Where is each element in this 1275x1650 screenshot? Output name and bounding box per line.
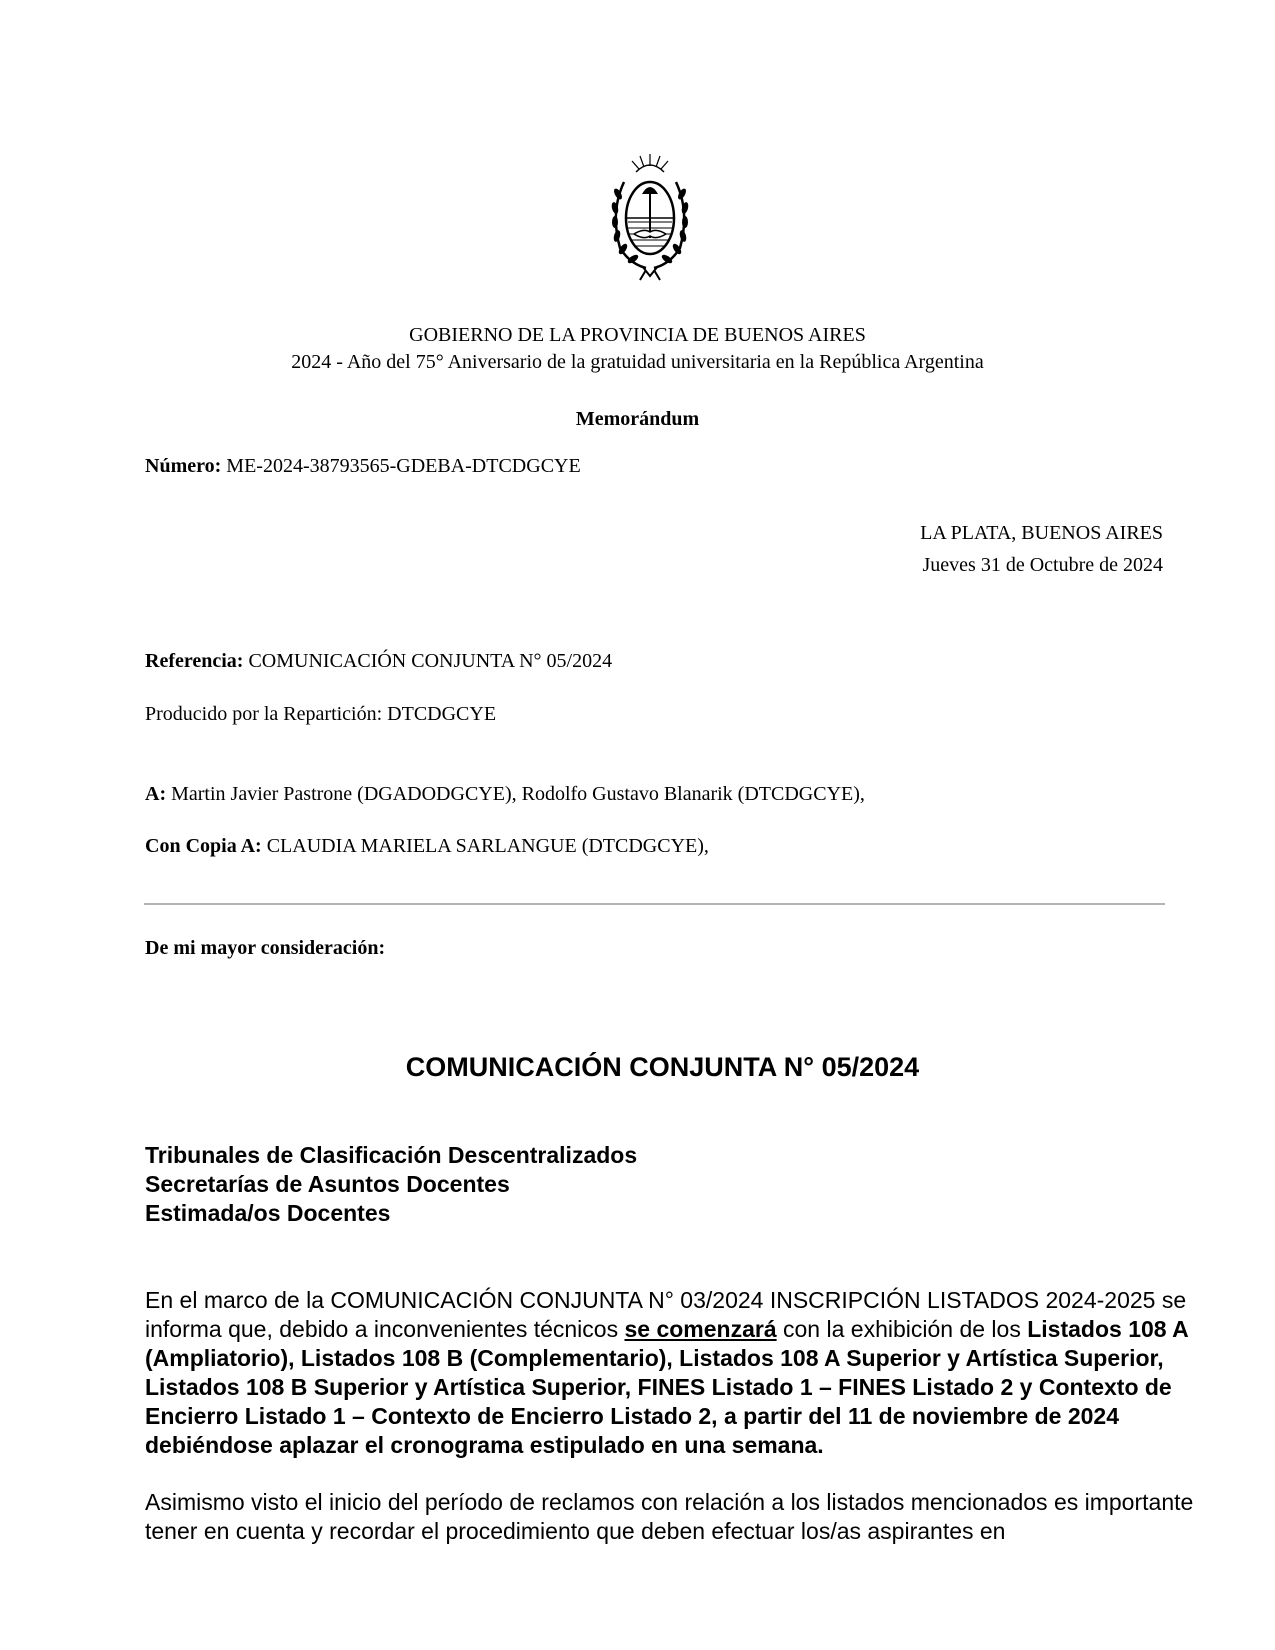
cc-line [145,835,709,858]
divider [144,903,1165,905]
document-type: Memorándum [575,408,700,430]
document-header [0,322,1275,376]
reference-label: Referencia: [145,650,244,672]
paragraph-1-middle: con la exhibición de los [776,1316,1028,1342]
recipients-list [145,1141,637,1228]
date: Jueves 31 de Octubre de 2024 [922,554,1163,576]
recipient-item: Estimada/os Docentes [145,1200,391,1226]
place: LA PLATA, BUENOS AIRES [920,522,1163,544]
number-value: ME-2024-38793565-GDEBA-DTCDGCYE [226,455,581,477]
recipient-item: Tribunales de Clasificación Descentralizados [145,1142,638,1168]
communication-title: COMUNICACIÓN CONJUNTA N° 05/2024 [405,1052,920,1082]
government-name: GOBIERNO DE LA PROVINCIA DE BUENOS AIRES [409,324,866,346]
cc-value: CLAUDIA MARIELA SARLANGUE (DTCDGCYE), [266,835,709,857]
paragraph-1-intro: En el marco de la COMUNICACIÓN CONJUNTA N° 03/2024 INSCRIPCIÓN LISTADOS 2024-2025 se informa que, debido a inconvenientes técnicos [145,1287,1187,1342]
paragraph-2: Asimismo visto el inicio del período de reclamos con relación a los listados mencionados es importante tener en cuenta y recordar el procedimiento que deben efectuar los/as aspirantes en [145,1489,1194,1544]
to-label: A: [145,783,167,805]
produced-by: Producido por la Repartición: DTCDGCYE [145,703,497,725]
to-line [145,783,865,806]
paragraph-1 [145,1286,1215,1460]
recipient-item: Secretarías de Asuntos Docentes [145,1171,510,1197]
cc-label: Con Copia A: [145,835,262,857]
to-value: Martin Javier Pastrone (DGADODGCYE), Rodolfo Gustavo Blanarik (DTCDGCYE), [171,783,865,805]
greeting: De mi mayor consideración: [145,937,386,959]
paragraph-1-bold: Listados 108 A (Ampliatorio), Listados 108 B (Complementario), Listados 108 A Superior y Artística Superior, Listados 108 B Superior y Artística Superior, FINES Listado 1 – FINES Listado 2 y Contexto de Encierro Listado 1 – Contexto de Encierro Listado 2, a partir del 11 de noviembre de 2024 debiéndose aplazar el cronograma estipulado en una semana. [145,1316,1188,1458]
year-motto: 2024 - Año del 75° Aniversario de la gratuidad universitaria en la República Argentina [291,351,984,373]
memo-number-line [145,455,581,478]
number-label: Número: [145,455,222,477]
reference-value: COMUNICACIÓN CONJUNTA N° 05/2024 [248,650,613,672]
coat-of-arms-icon [606,152,694,282]
place-and-date [920,517,1163,581]
reference-line [145,650,612,673]
paragraph-1-emphasis: se comenzará [624,1316,777,1342]
